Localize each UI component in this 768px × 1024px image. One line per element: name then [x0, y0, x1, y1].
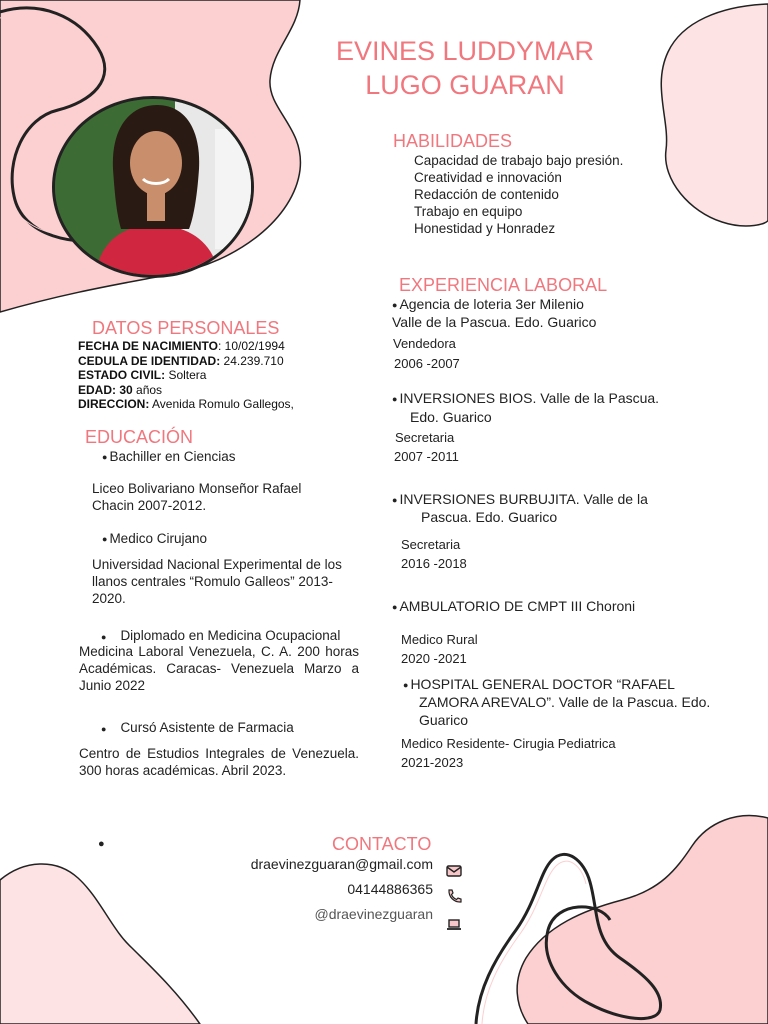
job-line: ● Agencia de loteria 3er Milenio: [392, 296, 584, 315]
job-line: ZAMORA AREVALO”. Valle de la Pascua. Edo.: [419, 694, 711, 710]
name-line-1: EVINES LUDDYMAR: [335, 36, 595, 66]
education-heading: EDUCACIÓN: [85, 427, 194, 447]
contact-social[interactable]: @draevinezguaran: [314, 906, 433, 922]
id-value: 24.239.710: [220, 353, 284, 368]
personal-heading: DATOS PERSONALES: [92, 318, 280, 338]
job-role: Secretaria: [395, 430, 455, 445]
education-item-title: ● Diplomado en Medicina Ocupacional: [101, 628, 341, 643]
phone-icon: [446, 889, 462, 903]
education-item-title: ● Medico Cirujano: [102, 530, 207, 549]
job-role: Medico Residente- Cirugia Pediatrica: [401, 736, 616, 751]
job-dates: 2016 -2018: [401, 556, 467, 571]
job-line: ● INVERSIONES BURBUJITA. Valle de la: [392, 491, 648, 510]
education-item-detail: Medicina Laboral Venezuela, C. A. 200 horas Académicas. Caracas- Venezuela Marzo a Junio 2022: [79, 644, 359, 693]
name-line-2: LUGO GUARAN: [365, 70, 565, 100]
job-dates: 2020 -2021: [401, 651, 467, 666]
birth-label: FECHA DE NACIMIENTO: [78, 339, 219, 353]
id-label: CEDULA DE IDENTIDAD:: [78, 353, 221, 368]
education-item-detail: Centro de Estudios Integrales de Venezuela. 300 horas académicas. Abril 2023.: [79, 746, 359, 778]
job-dates: 2021-2023: [401, 755, 464, 770]
bullet-icon: ●: [101, 632, 107, 642]
age-label: EDAD: 30: [78, 382, 133, 397]
full-name: [250, 34, 680, 102]
contact-heading: CONTACTO: [332, 834, 432, 854]
birth-value: : 10/02/1994: [218, 339, 285, 353]
contact-phone[interactable]: 04144886365: [347, 881, 433, 897]
mail-icon: [446, 864, 462, 878]
portrait-illustration: [55, 99, 251, 275]
skill-item: Creatividad e innovación: [414, 170, 562, 185]
job-line: Pascua. Edo. Guarico: [421, 509, 558, 525]
bullet-icon: ●: [98, 838, 105, 850]
contact-email[interactable]: draevinezguaran@gmail.com: [250, 856, 433, 872]
bottom-left-blob: [0, 864, 200, 1024]
job-line: ● HOSPITAL GENERAL DOCTOR “RAFAEL: [403, 676, 675, 695]
age-value: años: [132, 382, 163, 397]
address-label: DIRECCION:: [78, 397, 150, 411]
laptop-icon: [446, 918, 462, 932]
job-dates: 2006 -2007: [394, 356, 460, 371]
skills-list: [414, 152, 623, 237]
skill-item: Redacción de contenido: [414, 187, 559, 202]
address-value: Avenida Romulo Gallegos,: [149, 397, 294, 411]
education-item-title: ● Bachiller en Ciencias: [102, 448, 236, 467]
job-line: Edo. Guarico: [410, 409, 492, 425]
job-dates: 2007 -2011: [394, 449, 459, 464]
job-line: ● INVERSIONES BIOS. Valle de la Pascua.: [392, 390, 659, 409]
job-role: Vendedora: [393, 336, 456, 351]
job-line: Valle de la Pascua. Edo. Guarico: [392, 314, 597, 330]
education-item-title: ● Cursó Asistente de Farmacia: [101, 720, 294, 735]
skill-item: Honestidad y Honradez: [414, 221, 556, 236]
skill-item: Capacidad de trabajo bajo presión.: [414, 153, 624, 168]
job-role: Secretaria: [401, 537, 461, 552]
bullet-icon: ●: [101, 724, 107, 734]
job-role: Medico Rural: [401, 632, 478, 647]
skills-heading: HABILIDADES: [393, 131, 513, 151]
civil-value: Soltera: [165, 368, 207, 382]
experience-heading: EXPERIENCIA LABORAL: [399, 275, 608, 295]
job-line: Guarico: [419, 712, 469, 728]
skill-item: Trabajo en equipo: [414, 204, 523, 219]
profile-photo: [52, 96, 254, 278]
education-item-detail: Universidad Nacional Experimental de los llanos centrales “Romulo Galleos” 2013-2020.: [92, 557, 342, 606]
job-line: ● AMBULATORIO DE CMPT III Choroni: [392, 598, 635, 617]
civil-label: ESTADO CIVIL:: [78, 368, 166, 382]
personal-details: [78, 339, 294, 412]
education-item-detail: Liceo Bolivariano Monseñor Rafael Chacin 2007-2012.: [92, 481, 302, 513]
